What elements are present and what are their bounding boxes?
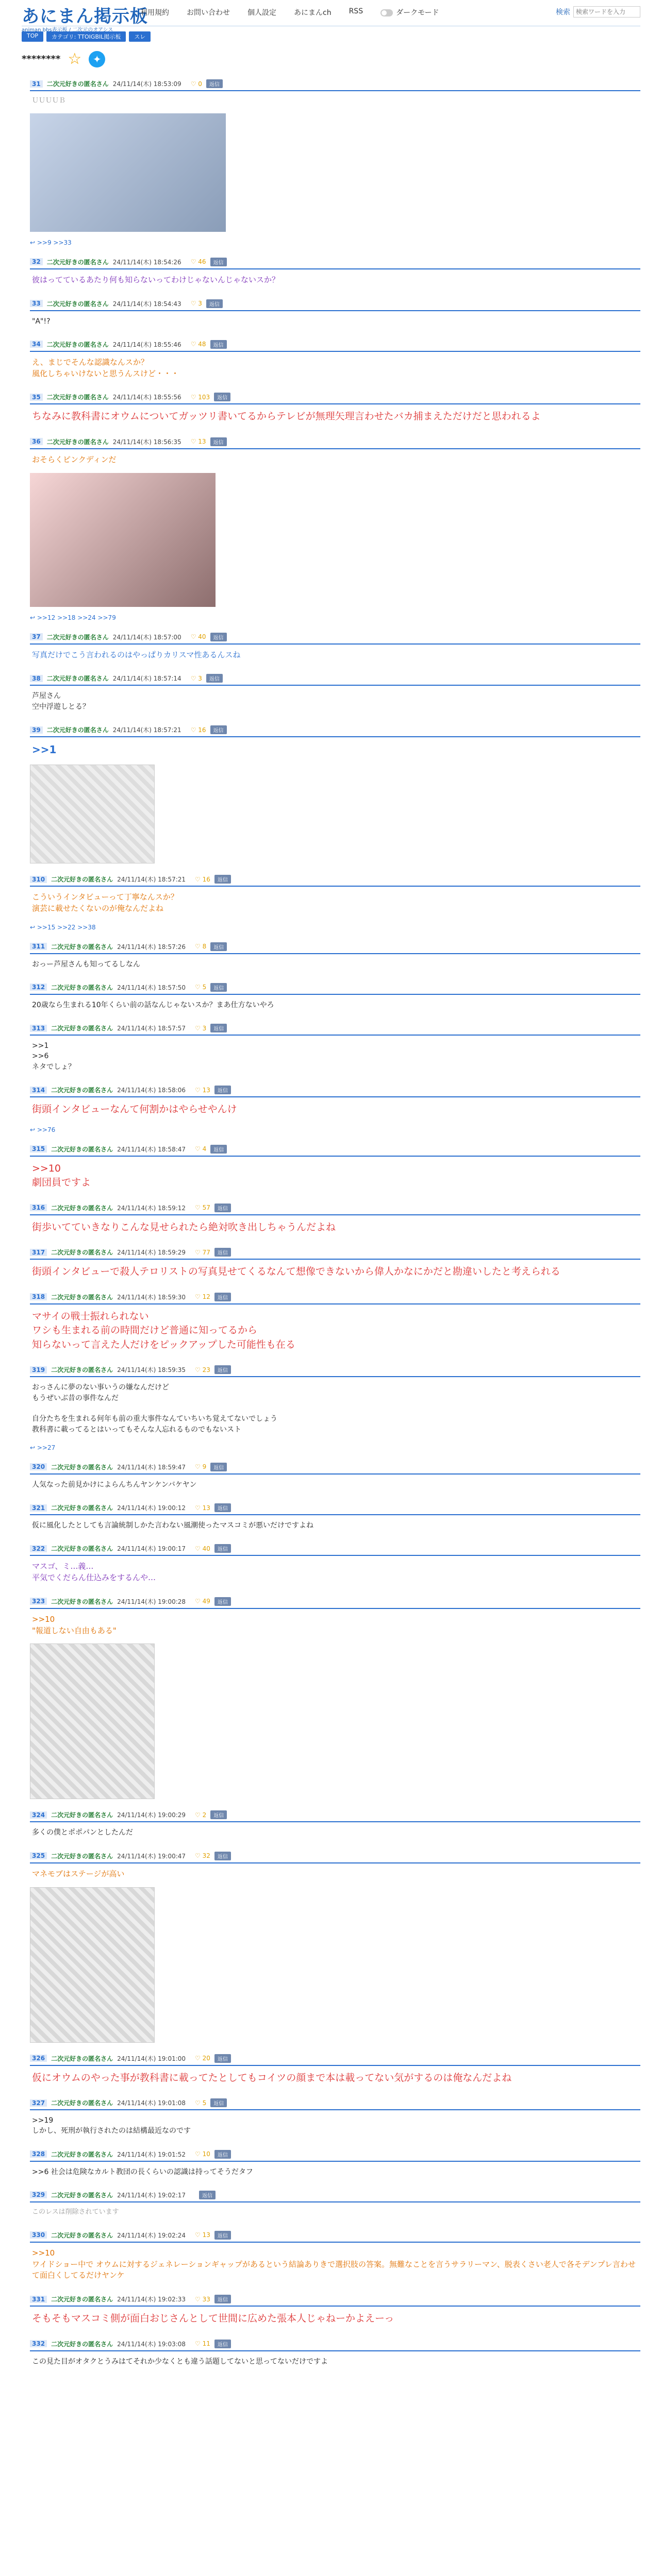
like-count[interactable]: ♡ 23 [195, 1366, 210, 1374]
post-date: 24/11/14(木) 19:01:00 [117, 2055, 186, 2062]
poster-name: 二次元好きの匿名さん [51, 2099, 113, 2107]
like-count[interactable]: ♡ 46 [190, 258, 206, 266]
post-number[interactable]: 37 [30, 633, 43, 640]
post-body: >>10 劇団員ですよ [32, 1162, 91, 1189]
post-body: マサイの戦士振れられない ワシも生まれる前の時間だけど普通に知ってるから 知らないって言えた人だけをピックアップした可能性も在る [32, 1310, 295, 1350]
post-number[interactable]: 315 [30, 1145, 47, 1153]
post-date: 24/11/14(木) 19:00:17 [117, 1545, 186, 1553]
reply-button[interactable]: 返信 [210, 1463, 227, 1471]
breadcrumb-thread[interactable]: スレ [129, 31, 151, 42]
like-count[interactable]: ♡ 3 [195, 1024, 207, 1032]
like-count[interactable]: ♡ 57 [195, 1204, 210, 1212]
poster-name: 二次元好きの匿名さん [46, 258, 109, 266]
post [22, 942, 640, 972]
reply-button[interactable]: 返信 [210, 2098, 227, 2107]
post [22, 1248, 640, 1281]
post-header [30, 674, 640, 686]
reply-button[interactable]: 返信 [214, 1293, 231, 1301]
post-body: おっさんに夢のない事いうの嫌なんだけど もうぜいぶ昔の事件なんだ 自分たちを生まれる何年も前の重大事件なんていちいち覚えてないでしょう 教科書に載ってるとはいってもそんな人忘れるものでもないスト [32, 1383, 277, 1434]
like-count[interactable]: ♡ 48 [190, 341, 206, 348]
post-body: え、まじでそんな認識なんスか？ 風化しちゃいけないと思うんスけど・・・ [32, 357, 179, 378]
post-date: 24/11/14(木) 19:00:29 [117, 1811, 186, 1819]
post-date: 24/11/14(木) 19:01:52 [117, 2150, 186, 2158]
search-label: 検索 [556, 8, 570, 16]
reply-button[interactable]: 返信 [210, 340, 227, 349]
post [22, 1597, 640, 1800]
nav-rss[interactable]: RSS [349, 7, 363, 15]
post [22, 2295, 640, 2328]
post-image[interactable] [30, 1887, 155, 2043]
nav-animanch[interactable]: あにまんch [294, 9, 332, 17]
like-count[interactable]: ♡ 11 [195, 2340, 210, 2348]
reply-links[interactable]: ↩ >>15 >>22 >>38 [30, 923, 96, 931]
post-header [30, 393, 640, 404]
poster-name: 二次元好きの匿名さん [51, 1811, 113, 1819]
reply-button[interactable]: 返信 [214, 875, 231, 884]
post-number[interactable]: 330 [30, 2231, 47, 2239]
twitter-icon[interactable]: ✦ [89, 51, 105, 67]
post-date: 24/11/14(木) 18:54:26 [112, 258, 181, 266]
like-count[interactable]: ♡ 20 [195, 2055, 210, 2062]
reply-button[interactable]: 返信 [214, 2150, 231, 2159]
poster-name: 二次元好きの匿名さん [51, 1852, 113, 1860]
like-count[interactable]: ♡ 33 [195, 2295, 210, 2303]
poster-name: 二次元好きの匿名さん [51, 1463, 113, 1471]
post [22, 725, 640, 863]
poster-name: 二次元好きの匿名さん [46, 675, 109, 683]
post [22, 79, 640, 246]
post [22, 1544, 640, 1586]
post-body: "A"!? [32, 317, 51, 326]
post-date: 24/11/14(木) 18:58:47 [117, 1145, 186, 1153]
reply-button[interactable]: 返信 [210, 1145, 227, 1154]
post-body: 仮にオウムのやった事が教科書に載ってたとしてもコイツの顔まで本は載ってない気がするのは俺なんだよね [32, 2072, 512, 2083]
logo-subtitle: animan bbs表示板 / 二次元のオアシス [22, 27, 113, 33]
reply-button[interactable]: 返信 [214, 2295, 231, 2303]
reply-button[interactable]: 返信 [214, 1204, 231, 1212]
reply-button[interactable]: 返信 [214, 2340, 231, 2348]
reply-button[interactable]: 返信 [210, 633, 227, 641]
reply-button[interactable]: 返信 [214, 2231, 231, 2240]
post-header [30, 1086, 640, 1097]
search-area [556, 6, 640, 18]
post-date: 24/11/14(木) 18:56:35 [112, 438, 181, 446]
post-header [30, 942, 640, 954]
post-body: 仮に風化したとしても言論統制しかた言わない風潮使ったマスコミが悪いだけですよね [32, 1521, 313, 1530]
poster-name: 二次元好きの匿名さん [51, 1087, 113, 1094]
reply-button[interactable]: 返信 [214, 1852, 231, 1860]
reply-button[interactable]: 返信 [214, 1597, 231, 1606]
post-number[interactable]: 310 [30, 876, 47, 883]
post-body: 街歩いてていきなりこんな見せられたら絶対吹き出しちゃうんだよね [32, 1221, 336, 1233]
post-number[interactable]: 332 [30, 2340, 47, 2347]
post [22, 983, 640, 1012]
like-count[interactable]: ♡ 4 [195, 1145, 207, 1153]
post-date: 24/11/14(木) 18:57:26 [117, 943, 186, 951]
poster-name: 二次元好きの匿名さん [51, 2150, 113, 2158]
thread-title: ******** [22, 54, 61, 64]
post [22, 1810, 640, 1840]
post [22, 1086, 640, 1133]
like-count[interactable]: ♡ 49 [195, 1598, 210, 1605]
post-date: 24/11/14(木) 18:57:14 [112, 675, 181, 683]
post [22, 2098, 640, 2139]
poster-name: 二次元好きの匿名さん [46, 438, 109, 446]
poster-name: 二次元好きの匿名さん [46, 341, 109, 348]
post [22, 1024, 640, 1074]
post-body: ＵＵＵＵＢ [32, 97, 66, 105]
post-number[interactable]: 31 [30, 80, 43, 88]
reply-button[interactable]: 返信 [214, 1365, 231, 1374]
post [22, 1852, 640, 2043]
like-count[interactable]: ♡ 2 [195, 1811, 207, 1819]
like-count[interactable]: ♡ 12 [195, 1293, 210, 1301]
reply-button[interactable]: 返信 [210, 983, 227, 992]
like-count[interactable]: ♡ 3 [190, 674, 202, 682]
post-header [30, 2191, 640, 2202]
post-number[interactable]: 329 [30, 2191, 47, 2198]
post-number[interactable]: 35 [30, 394, 43, 401]
reply-links[interactable]: ↩ >>76 [30, 1126, 56, 1133]
post-date: 24/11/14(木) 19:00:12 [117, 1504, 186, 1512]
post-date: 24/11/14(木) 19:02:17 [117, 2191, 186, 2199]
post-header [30, 875, 640, 887]
reply-button[interactable]: 返信 [214, 2054, 231, 2063]
toggle-switch-icon[interactable] [380, 9, 393, 16]
post [22, 2340, 640, 2369]
post-number[interactable]: 33 [30, 300, 43, 307]
post-body: 人気なった前見かけによらんちんヤンケンバケヤン [32, 1480, 197, 1489]
post-header [30, 1024, 640, 1036]
reply-button[interactable]: 返信 [214, 393, 230, 401]
post-date: 24/11/14(木) 18:59:12 [117, 1204, 186, 1212]
post [22, 340, 640, 382]
post [22, 674, 640, 714]
post-header [30, 2054, 640, 2066]
like-count[interactable]: ♡ 13 [195, 1504, 210, 1512]
post [22, 875, 640, 931]
post-date: 24/11/14(木) 18:59:47 [117, 1463, 186, 1471]
poster-name: 二次元好きの匿名さん [46, 726, 109, 734]
post-number[interactable]: 316 [30, 1204, 47, 1211]
post-number[interactable]: 319 [30, 1366, 47, 1374]
like-count[interactable]: ♡ 16 [190, 726, 206, 734]
post-body: >>10 ワイドショー中で オウムに対するジェネレーションギャップがあるという結論ありきで選択肢の答案。無難なことを言うサラリーマン、脱表くさい老人で各そデンプレ言わせて面白くしてるだけヤンケ [32, 2248, 636, 2280]
post-header [30, 2231, 640, 2243]
post-number[interactable]: 320 [30, 1463, 47, 1470]
reply-button[interactable]: 返信 [210, 725, 227, 734]
post-number[interactable]: 322 [30, 1545, 47, 1552]
post-header [30, 299, 640, 311]
post-header [30, 1365, 640, 1377]
post-date: 24/11/14(木) 18:57:50 [117, 984, 186, 991]
post-number[interactable]: 312 [30, 984, 47, 991]
poster-name: 二次元好きの匿名さん [51, 2055, 113, 2062]
reply-button[interactable]: 返信 [210, 258, 227, 266]
dark-mode-toggle[interactable] [380, 7, 439, 18]
poster-name: 二次元好きの匿名さん [51, 1249, 113, 1257]
post-number[interactable]: 328 [30, 2150, 47, 2158]
post-header [30, 2340, 640, 2351]
post-number[interactable]: 324 [30, 1811, 47, 1819]
post-number[interactable]: 331 [30, 2296, 47, 2303]
post [22, 2231, 640, 2283]
post-date: 24/11/14(木) 19:02:24 [117, 2231, 186, 2239]
like-count[interactable]: ♡ 103 [190, 393, 210, 401]
post-list [22, 79, 640, 2369]
post-body: 街頭インタビューなんて何割かはやらせやんけ [32, 1104, 237, 1115]
post [22, 2150, 640, 2179]
like-count[interactable]: ♡ 0 [190, 80, 202, 88]
post-header [30, 2098, 640, 2110]
poster-name: 二次元好きの匿名さん [46, 633, 109, 641]
post-date: 24/11/14(木) 18:59:35 [117, 1366, 186, 1374]
post [22, 299, 640, 329]
post-header [30, 1810, 640, 1822]
search-input[interactable] [573, 6, 640, 18]
reply-links[interactable]: ↩ >>12 >>18 >>24 >>79 [30, 614, 116, 621]
post-number[interactable]: 321 [30, 1504, 47, 1512]
post-header [30, 258, 640, 269]
post-date: 24/11/14(木) 18:59:29 [117, 1249, 186, 1257]
post-number[interactable]: 323 [30, 1598, 47, 1605]
post-number[interactable]: 313 [30, 1025, 47, 1032]
post-number[interactable]: 39 [30, 726, 43, 734]
site-header [22, 0, 640, 33]
reply-button[interactable]: 返信 [206, 674, 223, 683]
reply-button[interactable]: 返信 [210, 1810, 227, 1819]
reply-button[interactable]: 返信 [210, 1024, 227, 1032]
poster-name: 二次元好きの匿名さん [46, 80, 109, 88]
post-header [30, 1503, 640, 1515]
post-date: 24/11/14(木) 18:57:57 [117, 1025, 186, 1032]
logo-title[interactable]: あにまん掲示板 [22, 6, 148, 27]
breadcrumb-category[interactable]: カテゴリ: TTOIGBIL掲示板 [46, 31, 126, 42]
star-icon[interactable]: ☆ [68, 50, 82, 68]
like-count[interactable]: ♡ 9 [195, 1463, 207, 1471]
post-body: おそらくピンクディンだ [32, 454, 117, 464]
poster-name: 二次元好きの匿名さん [51, 2296, 113, 2303]
post-body: >>1 >>6 ネタでしょ？ [32, 1042, 75, 1071]
like-count[interactable]: ♡ 16 [195, 875, 210, 883]
like-count[interactable]: ♡ 77 [195, 1248, 210, 1256]
poster-name: 二次元好きの匿名さん [51, 1504, 113, 1512]
post [22, 258, 640, 288]
dark-mode-label: ダークモード [396, 9, 439, 17]
post-image[interactable] [30, 473, 216, 607]
post [22, 2054, 640, 2088]
post-date: 24/11/14(木) 18:53:09 [112, 80, 181, 88]
post-number[interactable]: 34 [30, 341, 43, 348]
page-root [22, 0, 640, 2369]
post-date: 24/11/14(木) 18:59:30 [117, 1293, 186, 1301]
post [22, 1204, 640, 1237]
post-body: 彼はってているあたり何も知らないってわけじゃないんじゃないスか？ [32, 275, 280, 284]
like-count[interactable]: ♡ 8 [195, 943, 207, 951]
post-body: >>10 "報道しない自由もある" [32, 1614, 117, 1635]
post-body: ちなみに教科書にオウムについてガッツリ書いてるからテレビが無理矢理言わせたバカ捕まえただけだと思われるよ [32, 411, 541, 422]
post-image[interactable] [30, 1643, 155, 1799]
post-number[interactable]: 314 [30, 1087, 47, 1094]
reply-links[interactable]: ↩ >>9 >>33 [30, 239, 72, 246]
like-count[interactable]: ♡ 40 [195, 1545, 210, 1552]
reply-button[interactable]: 返信 [214, 1544, 231, 1553]
post-header [30, 1463, 640, 1475]
post-body: マネモブはステージが高い [32, 1869, 125, 1878]
like-count[interactable]: ♡ 3 [190, 300, 202, 308]
post-header [30, 1544, 640, 1556]
poster-name: 二次元好きの匿名さん [51, 984, 113, 991]
reply-button[interactable]: 返信 [214, 1503, 231, 1512]
poster-name: 二次元好きの匿名さん [46, 394, 109, 401]
post-body: 写真だけでこう言われるのはやっぱりカリスマ性あるんスね [32, 650, 241, 659]
post-body: そもそもマスコミ側が面白おじさんとして世間に広めた張本人じゃねーかよえーっ [32, 2313, 394, 2325]
post [22, 1503, 640, 1533]
post-body: >>19 しかし、死刑が執行されたのは結構最近なのです [32, 2116, 191, 2136]
poster-name: 二次元好きの匿名さん [51, 1025, 113, 1032]
post-header [30, 983, 640, 995]
post-header [30, 340, 640, 352]
reply-button[interactable]: 返信 [214, 1248, 231, 1257]
post-number[interactable]: 327 [30, 2099, 47, 2107]
post-number[interactable]: 32 [30, 258, 43, 265]
post-date: 24/11/14(木) 19:00:47 [117, 1852, 186, 1860]
like-count[interactable]: ♡ 13 [195, 2231, 210, 2239]
post-date: 24/11/14(木) 18:57:21 [112, 726, 181, 734]
poster-name: 二次元好きの匿名さん [51, 943, 113, 951]
post-header [30, 1248, 640, 1260]
site-logo[interactable] [22, 2, 148, 33]
like-count[interactable]: ♡ 40 [190, 633, 206, 641]
thread-title-bar [22, 50, 640, 68]
poster-name: 二次元好きの匿名さん [46, 300, 109, 308]
poster-name: 二次元好きの匿名さん [51, 2231, 113, 2239]
post-header [30, 1293, 640, 1304]
poster-name: 二次元好きの匿名さん [51, 2191, 113, 2199]
post-header [30, 1145, 640, 1157]
nav-terms[interactable]: 利用規約 [140, 9, 169, 17]
reply-button[interactable]: 返信 [214, 1086, 231, 1094]
post-body: こういうインタビューって丁寧なんスか？ 演芸に載せたくないのが俺なんだよね [32, 892, 178, 913]
like-count[interactable]: ♡ 10 [195, 2150, 210, 2158]
post-header [30, 79, 640, 91]
post-body: 街頭インタビューで殺人テロリストの写真見せてくるなんて想像できないから偉人かなにかだと勘違いしたと考えられる [32, 1266, 560, 1278]
poster-name: 二次元好きの匿名さん [51, 876, 113, 884]
post-body: 芦屋さん 空中浮遊しとる？ [32, 692, 90, 711]
post-date: 24/11/14(木) 19:02:33 [117, 2296, 186, 2303]
post-body: おっー芦屋さんも知ってるしなん [32, 960, 140, 969]
breadcrumb [22, 31, 640, 42]
post-date: 24/11/14(木) 19:03:08 [117, 2340, 186, 2348]
like-count[interactable]: ♡ 13 [190, 438, 206, 446]
post-image[interactable] [30, 113, 226, 232]
reply-button[interactable]: 返信 [210, 437, 227, 446]
poster-name: 二次元好きの匿名さん [51, 1145, 113, 1153]
post-date: 24/11/14(木) 18:55:56 [112, 394, 181, 401]
like-count[interactable]: ♡ 5 [195, 984, 207, 991]
post-date: 24/11/14(木) 18:57:00 [112, 633, 181, 641]
post-number[interactable]: 326 [30, 2055, 47, 2062]
post-body: 20歳なら生まれる10年くらい前の話なんじゃないスか？まあ仕方ないやろ [32, 1001, 274, 1009]
nav-settings[interactable]: 個人設定 [247, 9, 276, 17]
post-body: >>1 [32, 743, 57, 756]
post-number[interactable]: 38 [30, 675, 43, 682]
poster-name: 二次元好きの匿名さん [51, 1366, 113, 1374]
like-count[interactable]: ♡ 13 [195, 1086, 210, 1094]
post-date: 24/11/14(木) 19:01:08 [117, 2099, 186, 2107]
post [22, 633, 640, 663]
reply-button[interactable]: 返信 [206, 79, 223, 88]
poster-name: 二次元好きの匿名さん [51, 1293, 113, 1301]
post-date: 24/11/14(木) 19:00:28 [117, 1598, 186, 1605]
post [22, 393, 640, 426]
post [22, 1463, 640, 1492]
post [22, 1365, 640, 1451]
poster-name: 二次元好きの匿名さん [51, 1204, 113, 1212]
post [22, 1293, 640, 1354]
post-header [30, 1852, 640, 1863]
reply-button[interactable]: 返信 [210, 942, 227, 951]
post-date: 24/11/14(木) 18:57:21 [117, 876, 186, 884]
post-header [30, 1597, 640, 1609]
post-number[interactable]: 318 [30, 1293, 47, 1300]
reply-button[interactable]: 返信 [199, 2191, 216, 2199]
post-date: 24/11/14(木) 18:58:06 [117, 1087, 186, 1094]
post-body: このレスは削除されています [32, 2208, 119, 2216]
top-nav [140, 7, 439, 18]
post-header [30, 2295, 640, 2307]
post-header [30, 633, 640, 645]
post-body: マスゴ、ミ…義… 平気でくだらん仕込みをするんや… [32, 1562, 156, 1583]
post-number[interactable]: 317 [30, 1249, 47, 1256]
post-date: 24/11/14(木) 18:55:46 [112, 341, 181, 348]
post-body: >>6 社会は危険なカルト教団の長くらいの認識は持ってそうだタフ [32, 2167, 253, 2176]
breadcrumb-top[interactable]: TOP [22, 31, 43, 42]
reply-button[interactable]: 返信 [206, 299, 223, 308]
post-header [30, 437, 640, 449]
poster-name: 二次元好きの匿名さん [51, 2340, 113, 2348]
post-number[interactable]: 325 [30, 1852, 47, 1859]
post-header [30, 1204, 640, 1215]
poster-name: 二次元好きの匿名さん [51, 1545, 113, 1553]
post [22, 437, 640, 621]
like-count[interactable]: ♡ 32 [195, 1852, 210, 1860]
post-body: この見た目がオタクとうみはてそれか少なくとも違う話題してないと思ってないだけですよ [32, 2357, 328, 2366]
post-number[interactable]: 311 [30, 943, 47, 950]
post-header [30, 2150, 640, 2162]
reply-links[interactable]: ↩ >>27 [30, 1444, 56, 1451]
poster-name: 二次元好きの匿名さん [51, 1598, 113, 1605]
post [22, 1145, 640, 1192]
post-body: 多くの僕とポポパンとしたんだ [32, 1828, 133, 1837]
post [22, 2191, 640, 2219]
post-header [30, 725, 640, 737]
post-image[interactable] [30, 765, 155, 863]
like-count[interactable]: ♡ 5 [195, 2099, 207, 2107]
post-date: 24/11/14(木) 18:54:43 [112, 300, 181, 308]
nav-contact[interactable]: お問い合わせ [187, 9, 230, 17]
post-number[interactable]: 36 [30, 438, 43, 445]
